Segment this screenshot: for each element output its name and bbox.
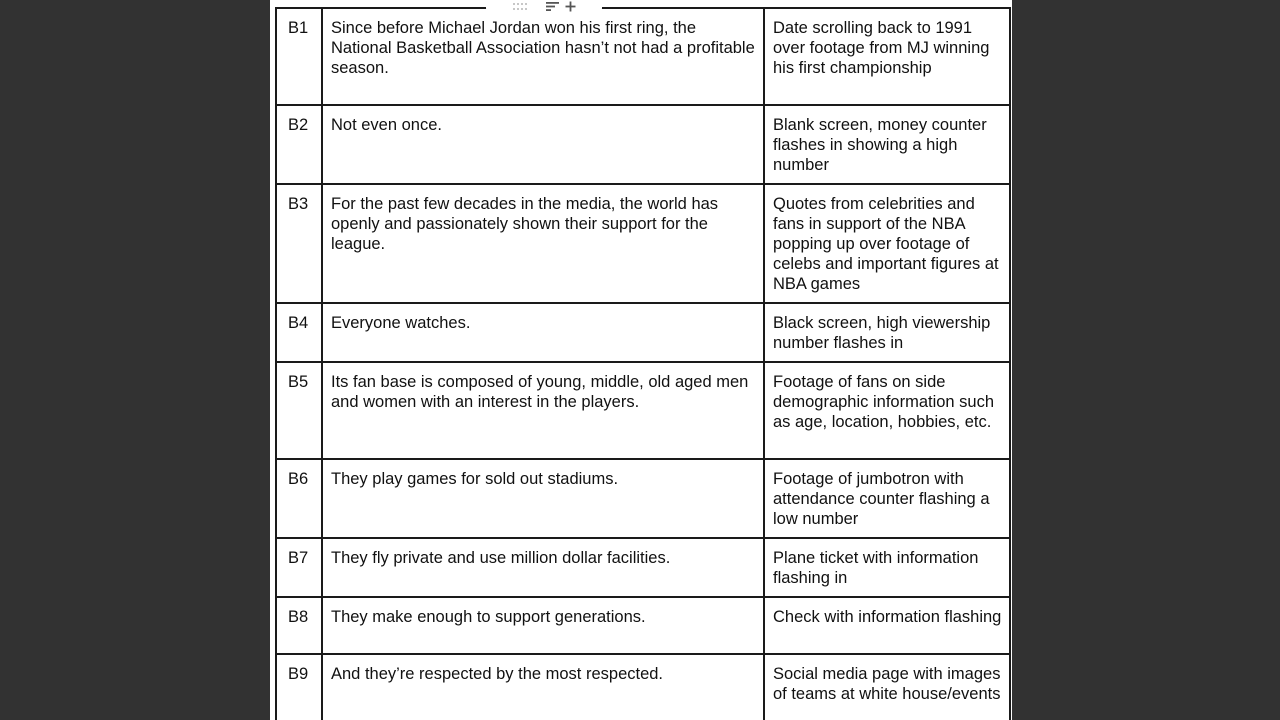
narration-cell[interactable]: They play games for sold out stadiums. — [322, 459, 764, 538]
table-row — [276, 597, 1010, 654]
plus-icon[interactable] — [565, 1, 576, 12]
visual-cell[interactable]: Footage of fans on side demographic information such as age, location, hobbies, etc. — [764, 362, 1010, 459]
row-id[interactable]: B9 — [276, 654, 322, 720]
narration-cell[interactable]: They make enough to support generations. — [322, 597, 764, 654]
table-row — [276, 184, 1010, 303]
table-row — [276, 538, 1010, 597]
table-row — [276, 105, 1010, 184]
visual-cell[interactable]: Black screen, high viewership number flashes in — [764, 303, 1010, 362]
visual-cell[interactable]: Social media page with images of teams at white house/events — [764, 654, 1010, 720]
row-id[interactable]: B6 — [276, 459, 322, 538]
row-id[interactable]: B4 — [276, 303, 322, 362]
visual-cell[interactable]: Quotes from celebrities and fans in support of the NBA popping up over footage of celebs and important figures at NBA games — [764, 184, 1010, 303]
visual-cell[interactable]: Check with information flashing — [764, 597, 1010, 654]
narration-cell[interactable]: Its fan base is composed of young, middle, old aged men and women with an interest in the players. — [322, 362, 764, 459]
narration-cell[interactable]: They fly private and use million dollar facilities. — [322, 538, 764, 597]
narration-cell[interactable]: For the past few decades in the media, the world has openly and passionately shown their support for the league. — [322, 184, 764, 303]
table-row — [276, 459, 1010, 538]
sort-icon[interactable] — [546, 1, 559, 12]
visual-cell[interactable]: Blank screen, money counter flashes in showing a high number — [764, 105, 1010, 184]
table-row — [276, 8, 1010, 105]
row-id[interactable]: B7 — [276, 538, 322, 597]
table-row — [276, 654, 1010, 720]
row-id[interactable]: B8 — [276, 597, 322, 654]
row-id[interactable]: B3 — [276, 184, 322, 303]
table-row — [276, 303, 1010, 362]
drag-handle-icon[interactable] — [512, 1, 528, 11]
table-toolbar — [486, 0, 602, 14]
script-table — [275, 7, 1011, 720]
table-row — [276, 362, 1010, 459]
visual-cell[interactable]: Date scrolling back to 1991 over footage from MJ winning his first championship — [764, 8, 1010, 105]
narration-cell[interactable]: Everyone watches. — [322, 303, 764, 362]
narration-cell[interactable]: And they’re respected by the most respected. — [322, 654, 764, 720]
visual-cell[interactable]: Footage of jumbotron with attendance counter flashing a low number — [764, 459, 1010, 538]
narration-cell[interactable]: Not even once. — [322, 105, 764, 184]
row-id[interactable]: B1 — [276, 8, 322, 105]
document-page — [270, 0, 1012, 720]
narration-cell[interactable]: Since before Michael Jordan won his first ring, the National Basketball Association hasn’t not had a profitable season. — [322, 8, 764, 105]
row-id[interactable]: B2 — [276, 105, 322, 184]
visual-cell[interactable]: Plane ticket with information flashing in — [764, 538, 1010, 597]
row-id[interactable]: B5 — [276, 362, 322, 459]
